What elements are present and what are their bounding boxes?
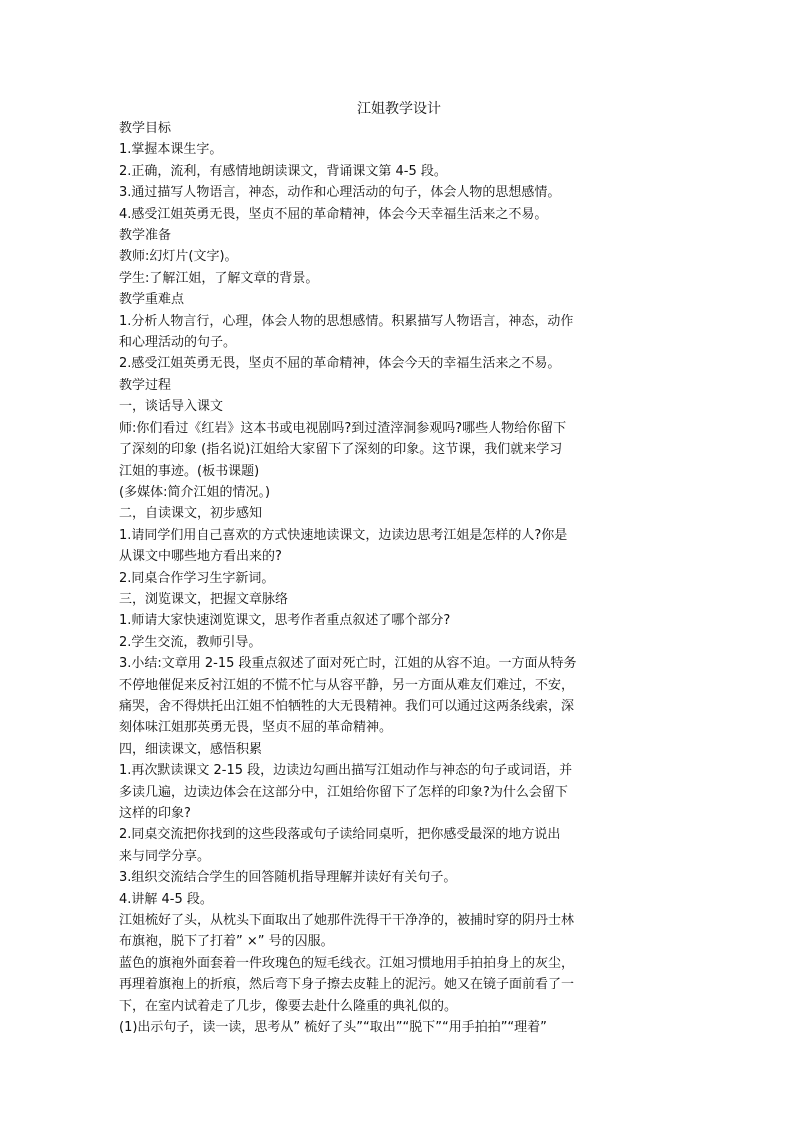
text-line: 1.分析人物言行，心理，体会人物的思想感情。积累描写人物语言，神态，动作 <box>119 313 574 329</box>
document-body <box>119 118 619 1038</box>
text-line: 师:你们看过《红岩》这本书或电视剧吗?到过渣滓洞参观吗?哪些人物给你留下 <box>119 420 567 436</box>
text-line: 下，在室内试着走了几步，像要去赴什么隆重的典礼似的。 <box>119 998 458 1014</box>
text-line: 2.同桌合作学习生字新词。 <box>119 570 275 586</box>
text-line: 教学过程 <box>119 377 172 393</box>
text-line: 教学重难点 <box>119 292 185 308</box>
text-line: 教学准备 <box>119 228 172 244</box>
text-line: 2.正确，流利，有感情地朗读课文，背诵课文第 4-5 段。 <box>119 163 447 179</box>
text-line: 4.讲解 4-5 段。 <box>119 891 213 907</box>
text-line: 布旗袍，脱下了打着” ×” 号的囚服。 <box>119 934 334 950</box>
text-line: 一，谈话导入课文 <box>119 399 224 415</box>
text-line: 1.掌握本课生字。 <box>119 142 223 158</box>
text-line: 三，浏览课文，把握文章脉络 <box>119 591 289 607</box>
text-line: 2.同桌交流把你找到的这些段落或句子读给同桌听，把你感受最深的地方说出 <box>119 827 561 843</box>
text-line: 3.小结:文章用 2-15 段重点叙述了面对死亡时，江姐的从容不迫。一方面从特务 <box>119 656 577 672</box>
text-line: 二，自读课文，初步感知 <box>119 506 263 522</box>
document-title: 江姐教学设计 <box>357 101 441 117</box>
text-line: (1)出示句子，读一读，思考从” 梳好了头”“取出”“脱下”“用手拍拍”“理着” <box>119 1020 547 1036</box>
text-line: 4.感受江姐英勇无畏，坚贞不屈的革命精神，体会今天幸福生活来之不易。 <box>119 206 548 222</box>
text-line: 再理着旗袍上的折痕，然后弯下身子擦去皮鞋上的泥污。她又在镜子面前看了一 <box>119 977 575 993</box>
text-line: 从课文中哪些地方看出来的? <box>119 549 282 565</box>
text-line: 教师:幻灯片(文字)。 <box>119 249 238 265</box>
text-line: 1.请同学们用自己喜欢的方式快速地读课文，边读边思考江姐是怎样的人?你是 <box>119 527 568 543</box>
text-line: 刻体味江姐那英勇无畏，坚贞不屈的革命精神。 <box>119 720 393 736</box>
text-line: 蓝色的旗袍外面套着一件玫瑰色的短毛线衣。江姐习惯地用手拍拍身上的灰尘， <box>119 955 575 971</box>
text-line: 学生:了解江姐，了解文章的背景。 <box>119 270 319 286</box>
text-line: 江姐的事迹。(板书课题) <box>119 463 260 479</box>
text-line: 不停地催促来反衬江姐的不慌不忙与从容平静，另一方面从难友们难过，不安， <box>119 677 575 693</box>
text-line: 1.再次默读课文 2-15 段，边读边勾画出描写江姐动作与神态的句子或词语，并 <box>119 763 573 779</box>
text-line: 和心理活动的句子。 <box>119 335 237 351</box>
text-line: 来与同学分享。 <box>119 848 211 864</box>
text-line: 痛哭，舍不得烘托出江姐不怕牺牲的大无畏精神。我们可以通过这两条线索，深 <box>119 698 575 714</box>
text-line: 3.组织交流结合学生的回答随机指导理解并读好有关句子。 <box>119 870 457 886</box>
text-line: 教学目标 <box>119 121 172 136</box>
document-page <box>119 100 619 1038</box>
text-line: 3.通过描写人物语言，神态，动作和心理活动的句子，体会人物的思想感情。 <box>119 185 561 201</box>
text-line: 1.师请大家快速浏览课文，思考作者重点叙述了哪个部分? <box>119 613 451 629</box>
text-line: 这样的印象? <box>119 806 191 821</box>
text-line: 四，细读课文，感悟积累 <box>119 741 263 757</box>
text-line: 江姐梳好了头，从枕头下面取出了她那件洗得干干净净的，被捕时穿的阴丹士林 <box>119 913 575 929</box>
text-line: 2.学生交流，教师引导。 <box>119 634 262 650</box>
text-line: 多读几遍，边读边体会在这部分中，江姐给你留下了怎样的印象?为什么会留下 <box>119 784 568 800</box>
text-line: 2.感受江姐英勇无畏，坚贞不屈的革命精神，体会今天的幸福生活来之不易。 <box>119 356 561 372</box>
text-line: (多媒体:简介江姐的情况。) <box>119 484 271 500</box>
text-line: 了深刻的印象 (指名说)江姐给大家留下了深刻的印象。这节课，我们就来学习 <box>119 442 563 458</box>
